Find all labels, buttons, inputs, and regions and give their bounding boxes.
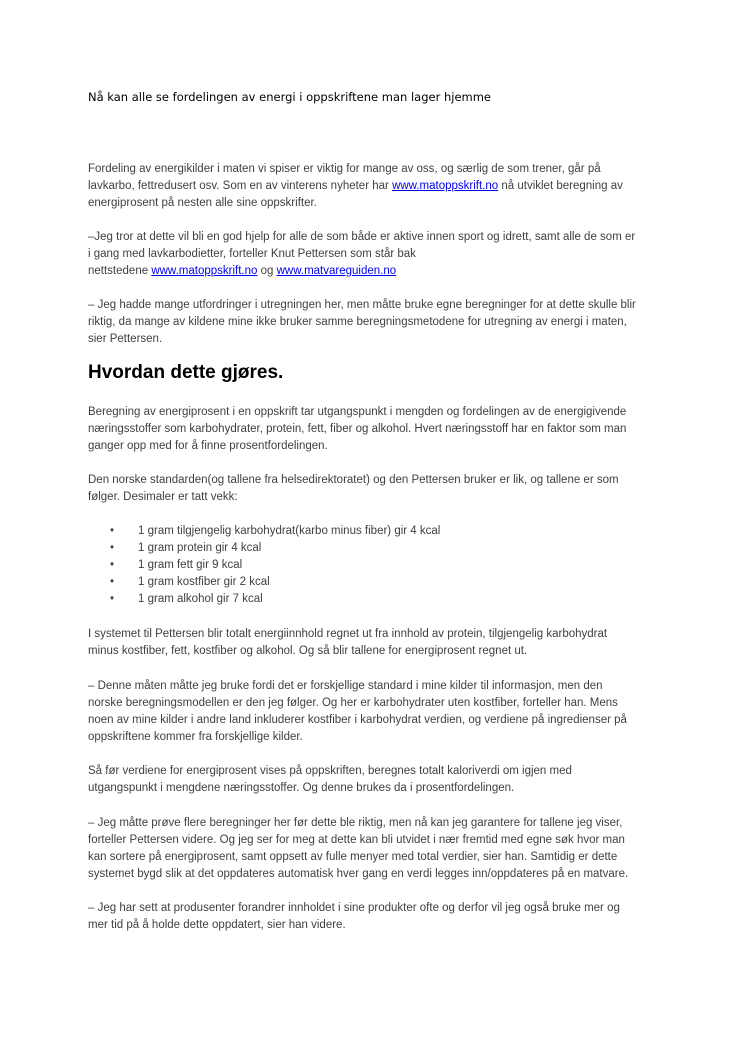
paragraph-system (88, 626, 668, 660)
text-line: – Jeg har sett at produsenter forandrer innholdet i sine produkter ofte og derfor vil jeg også bruke mer og (88, 902, 620, 914)
paragraph-quote-3 (88, 678, 668, 746)
section-heading: Hvordan dette gjøres. (88, 362, 284, 383)
list-item (88, 540, 440, 557)
list-item-text: 1 gram fett gir 9 kcal (138, 559, 243, 571)
energy-factor-list (88, 523, 440, 608)
text-line (88, 178, 668, 195)
text-line (88, 263, 668, 280)
text-line: oppskriftene kommer fra forskjellige kilder. (88, 731, 303, 743)
list-item-text: 1 gram tilgjengelig karbohydrat(karbo minus fiber) gir 4 kcal (138, 525, 441, 537)
text-line: systemet bygd slik at det oppdateres automatisk hver gang en verdi legges inn/oppdateres på en matvare. (88, 868, 629, 880)
text-line: Beregning av energiprosent i en oppskrift tar utgangspunkt i mengden og fordelingen av de energigivende (88, 406, 627, 418)
link-matvareguiden[interactable]: www.matvareguiden.no (276, 265, 397, 277)
text-line: norske beregningsmodellen er den jeg følger. Og her er karbohydrater uten kostfiber, forteller han. Mens (88, 697, 618, 709)
text-line: energiprosent på nesten alle sine oppskrifter. (88, 197, 317, 209)
text-line: næringsstoffer som karbohydrater, protein, fett, fiber og alkohol. Hvert næringsstoff har en faktor som man (88, 423, 627, 435)
paragraph-intro (88, 161, 668, 212)
link-matoppskrift[interactable]: www.matoppskrift.no (151, 265, 258, 277)
list-item (88, 574, 440, 591)
paragraph-quote-2 (88, 297, 668, 348)
text-line: sier Pettersen. (88, 333, 163, 345)
paragraph-calculation (88, 763, 668, 797)
paragraph-quote-5 (88, 900, 668, 934)
text-line: riktig, da mange av kildene mine ikke bruker samme beregningsmetodene for utregning av energi i maten, (88, 316, 627, 328)
text-span: nå utviklet beregning av (498, 180, 623, 192)
text-span: nettstedene (88, 265, 152, 277)
text-line: ganger opp med for å finne prosentfordelingen. (88, 440, 328, 452)
list-item-text: 1 gram kostfiber gir 2 kcal (138, 576, 270, 588)
text-line: –Jeg tror at dette vil bli en god hjelp for alle de som både er aktive innen sport og idrett, samt alle de som er (88, 231, 636, 243)
text-line: følger. Desimaler er tatt vekk: (88, 491, 238, 503)
text-span: og (257, 265, 277, 277)
bullet-icon: • (110, 576, 115, 588)
text-span: lavkarbo, fettredusert osv. Som en av vinterens nyheter har (88, 180, 393, 192)
bullet-icon: • (110, 559, 115, 571)
text-line: mer tid på å holde dette oppdatert, sier han videre. (88, 919, 346, 931)
list-item (88, 523, 440, 540)
text-line: Den norske standarden(og tallene fra helsedirektoratet) og den Pettersen bruker er lik, og tallene er som (88, 474, 619, 486)
list-item (88, 591, 440, 608)
list-item-text: 1 gram protein gir 4 kcal (138, 542, 262, 554)
text-line: forteller Pettersen videre. Og jeg ser for meg at dette kan bli utvidet i nær fremtid med egne søk hvor man (88, 834, 625, 846)
bullet-icon: • (110, 542, 115, 554)
text-line: utgangspunkt i mengdene næringsstoffer. Og denne brukes da i prosentfordelingen. (88, 782, 515, 794)
text-line: i gang med lavkarbodietter, forteller Knut Pettersen som står bak (88, 248, 416, 260)
list-item-text: 1 gram alkohol gir 7 kcal (138, 593, 263, 605)
text-line: I systemet til Pettersen blir totalt energiinnhold regnet ut fra innhold av protein, tilgjengelig karbohydrat (88, 628, 608, 640)
list-item (88, 557, 440, 574)
text-line: Fordeling av energikilder i maten vi spiser er viktig for mange av oss, og særlig de som trener, går på (88, 163, 601, 175)
text-line: Så før verdiene for energiprosent vises på oppskriften, beregnes totalt kaloriverdi om igjen med (88, 765, 572, 777)
text-line: minus kostfiber, fett, kostfiber og alkohol. Og så blir tallene for energiprosent regnet ut. (88, 645, 528, 657)
bullet-icon: • (110, 525, 115, 537)
paragraph-quote-4 (88, 815, 668, 883)
text-line: – Jeg måtte prøve flere beregninger her før dette ble riktig, men nå kan jeg garantere for tallene jeg viser, (88, 817, 623, 829)
text-line: – Denne måten måtte jeg bruke fordi det er forskjellige standard i mine kilder til informasjon, men den (88, 680, 603, 692)
bullet-icon: • (110, 593, 115, 605)
paragraph-method (88, 404, 668, 455)
link-matoppskrift[interactable]: www.matoppskrift.no (392, 180, 499, 192)
text-line: – Jeg hadde mange utfordringer i utregningen her, men måtte bruke egne beregninger for at dette skulle blir (88, 299, 636, 311)
text-line: kan sortere på energiprosent, samt oppsett av fulle menyer med total verdier, sier han. Samtidig er dette (88, 851, 618, 863)
paragraph-quote-1 (88, 229, 668, 280)
document-title: Nå kan alle se fordelingen av energi i oppskriftene man lager hjemme (88, 90, 491, 104)
text-line: noen av mine kilder i andre land inkluderer kostfiber i karbohydrat verdien, og verdiene på ingredienser på (88, 714, 627, 726)
paragraph-standard (88, 472, 668, 506)
